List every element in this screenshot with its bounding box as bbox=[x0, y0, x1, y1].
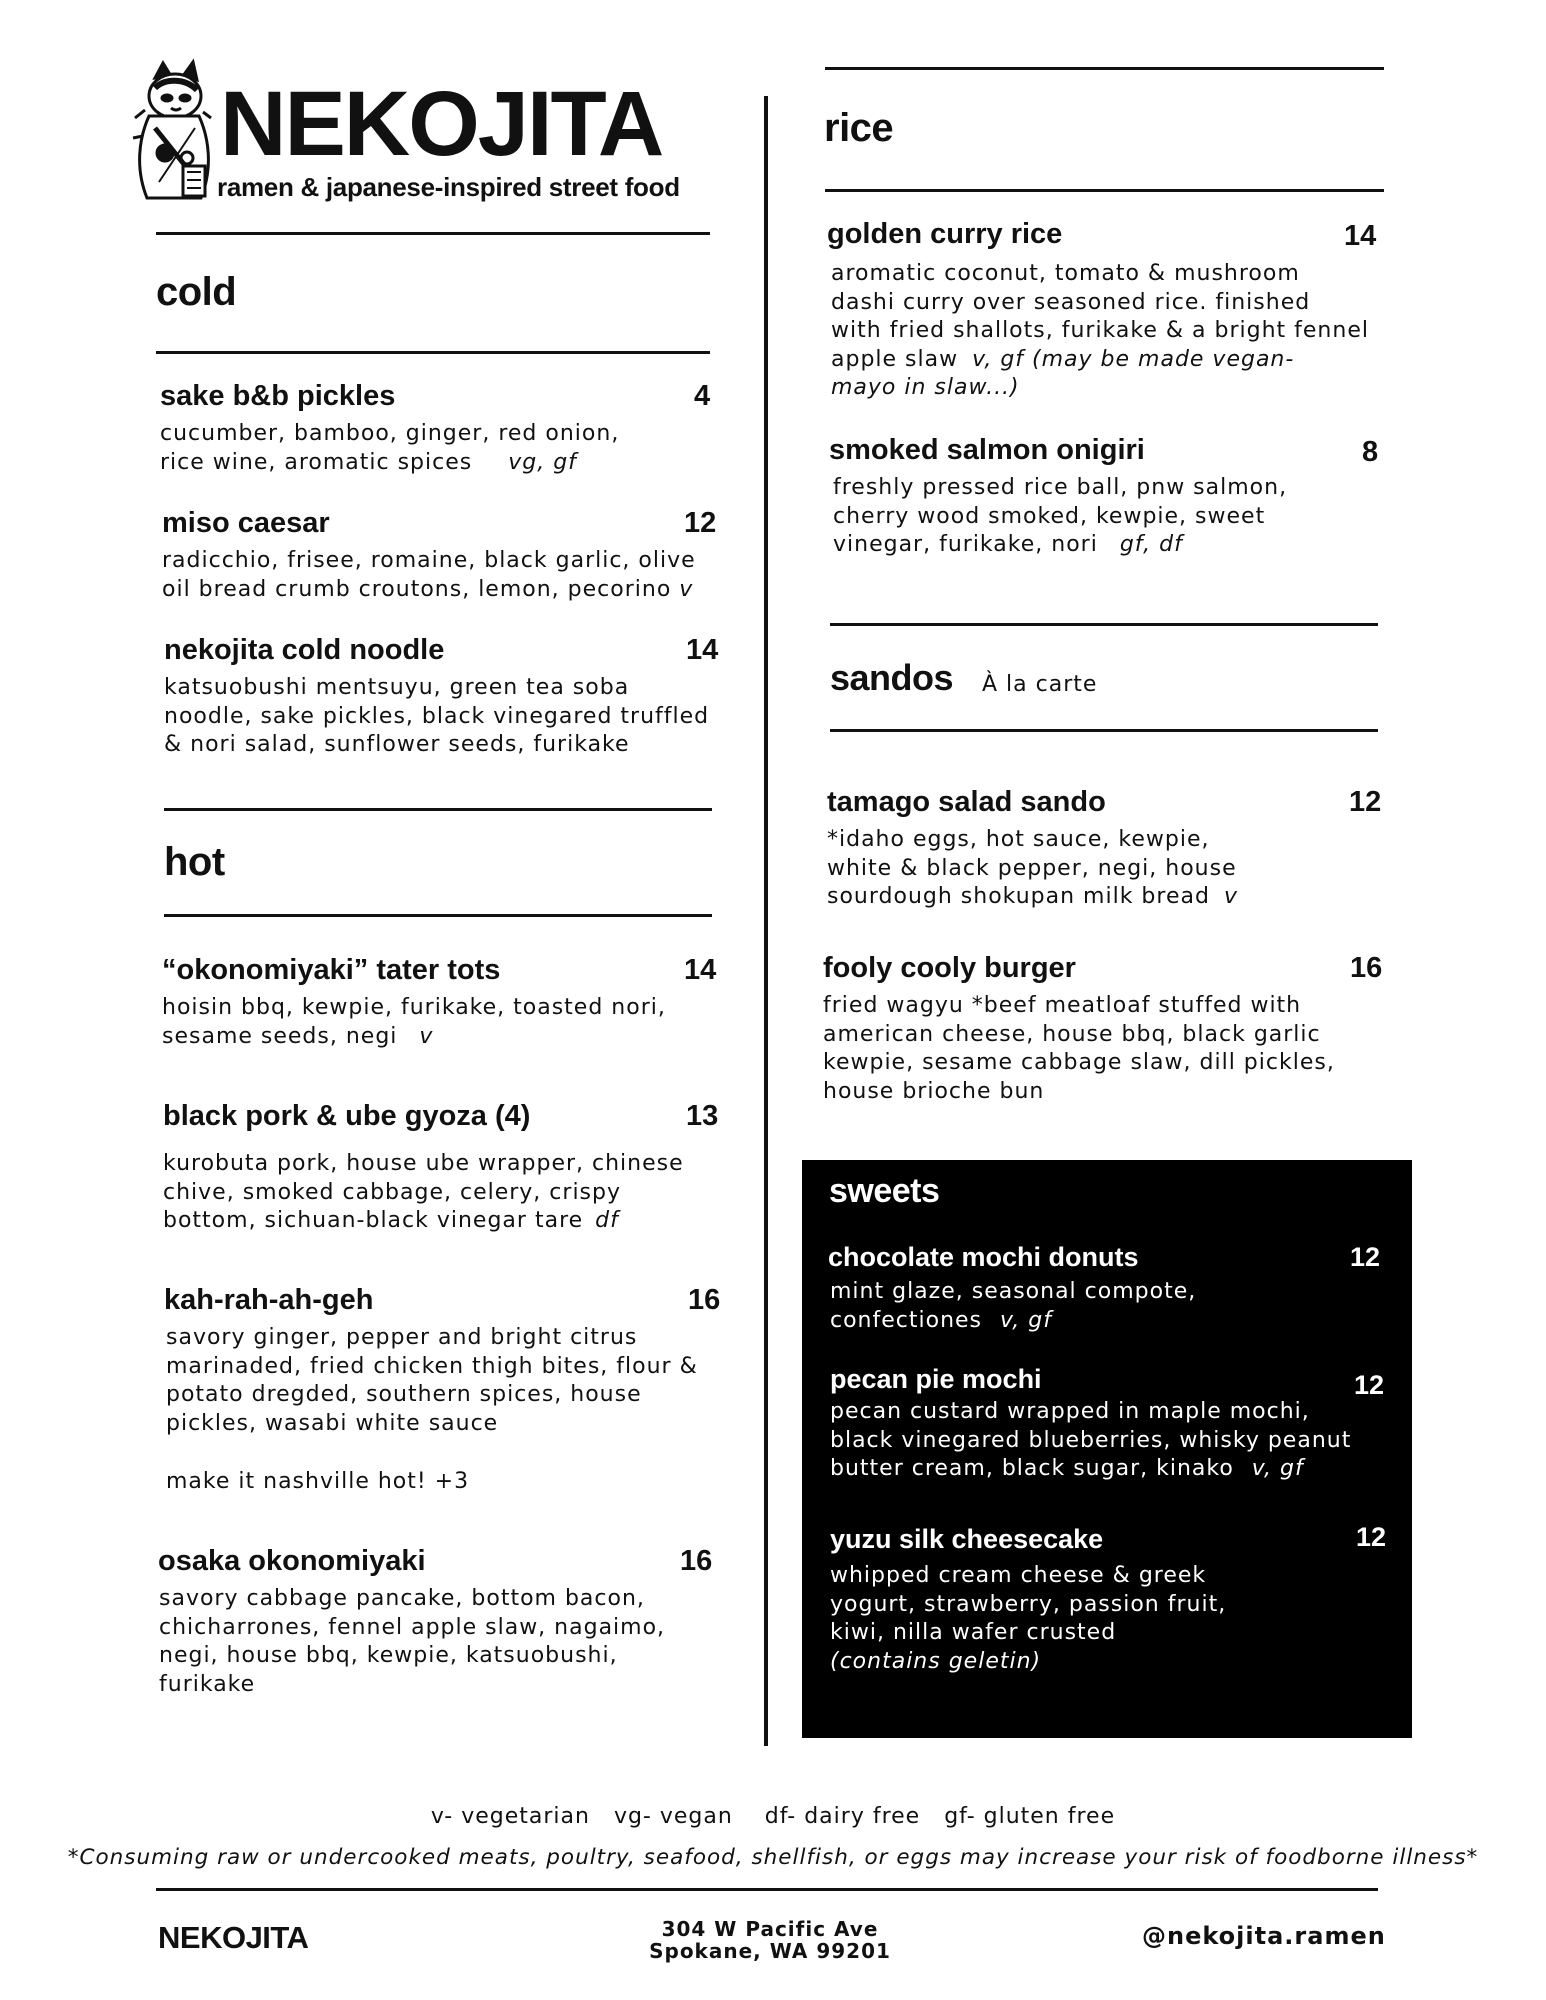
menu-item-price: 4 bbox=[694, 380, 711, 412]
menu-item-description: savory ginger, pepper and bright citrus marinaded, fried chicken thigh bites, flour & potato dregded, southern spices, house pickles, wasabi white sauce bbox=[166, 1325, 698, 1436]
divider bbox=[156, 1888, 1378, 1891]
brand-tagline: ramen & japanese-inspired street food bbox=[217, 172, 680, 202]
divider bbox=[825, 189, 1384, 192]
menu-item-description: radicchio, frisee, romaine, black garlic, olive oil bread crumb croutons, lemon, pecorino v bbox=[162, 548, 696, 602]
section-title-cold: cold bbox=[156, 270, 237, 314]
menu-item-description: pecan custard wrapped in maple mochi, black vinegared blueberries, whisky peanut butter cream, black sugar, kinako v, gf bbox=[830, 1399, 1352, 1481]
menu-item-description: *idaho eggs, hot sauce, kewpie, white & black pepper, negi, house sourdough shokupan milk bread v bbox=[827, 827, 1238, 909]
menu-item-price: 16 bbox=[1350, 952, 1383, 984]
menu-item-description: freshly pressed rice ball, pnw salmon, cherry wood smoked, kewpie, sweet vinegar, furikake, nori gf, df bbox=[833, 475, 1288, 557]
menu-item-price: 12 bbox=[684, 507, 717, 539]
menu-item-price: 8 bbox=[1362, 436, 1379, 468]
menu-item-description: savory cabbage pancake, bottom bacon, chicharrones, fennel apple slaw, nagaimo, negi, house bbq, kewpie, katsuobushi, furikake bbox=[159, 1586, 666, 1697]
section-title-rice: rice bbox=[824, 106, 894, 150]
divider bbox=[156, 351, 710, 354]
section-subtitle: À la carte bbox=[982, 672, 1098, 697]
menu-item-price: 16 bbox=[688, 1284, 721, 1316]
dietary-legend: v- vegetarian vg- vegan df- dairy free gf- gluten free bbox=[430, 1804, 1116, 1829]
menu-item-price: 12 bbox=[1350, 1242, 1381, 1272]
menu-item-name: nekojita cold noodle bbox=[164, 634, 445, 666]
health-disclaimer: *Consuming raw or undercooked meats, poultry, seafood, shellfish, or eggs may increase your risk of foodborne illness* bbox=[67, 1845, 1479, 1870]
cat-geisha-logo-icon bbox=[125, 58, 223, 208]
footer-address bbox=[620, 1918, 920, 1962]
dietary-tag: v, gf bbox=[1000, 1307, 1052, 1333]
dietary-tag: v bbox=[419, 1023, 434, 1049]
menu-item-name: yuzu silk cheesecake bbox=[830, 1524, 1104, 1554]
menu-item-description: mint glaze, seasonal compote, confectiones v, gf bbox=[830, 1279, 1197, 1333]
menu-item-name: smoked salmon onigiri bbox=[829, 434, 1145, 466]
menu-item-name: fooly cooly burger bbox=[823, 952, 1076, 984]
menu-item-name: miso caesar bbox=[162, 507, 330, 539]
menu-item-name: black pork & ube gyoza (4) bbox=[163, 1100, 531, 1132]
divider bbox=[164, 914, 712, 917]
menu-item-description: whipped cream cheese & greek yogurt, strawberry, passion fruit, kiwi, nilla wafer crusted (contains geletin) bbox=[830, 1563, 1227, 1674]
section-title-hot: hot bbox=[164, 840, 225, 884]
address-line: 304 W Pacific Ave bbox=[661, 1917, 879, 1941]
menu-item-addon: make it nashville hot! +3 bbox=[166, 1469, 470, 1494]
menu-item-name: sake b&b pickles bbox=[160, 380, 396, 412]
menu-item-description: aromatic coconut, tomato & mushroom dashi curry over seasoned rice. finished with fried shallots, furikake & a bright fennel apple slaw v, gf (may be made vegan- mayo in slaw...) bbox=[831, 261, 1369, 400]
dietary-tag: v bbox=[1223, 884, 1238, 909]
address-line: Spokane, WA 99201 bbox=[649, 1939, 891, 1963]
section-title-sweets: sweets bbox=[829, 1172, 940, 1210]
divider bbox=[830, 729, 1378, 732]
menu-item-price: 14 bbox=[684, 954, 717, 986]
dietary-tag: v, gf (may be made vegan- mayo in slaw...) bbox=[831, 346, 1295, 400]
menu-item-price: 16 bbox=[680, 1545, 713, 1577]
menu-item-description: fried wagyu *beef meatloaf stuffed with american cheese, house bbq, black garlic kewpie, sesame cabbage slaw, dill pickles, house brioche bun bbox=[823, 993, 1335, 1104]
footer-brand: NEKOJITA bbox=[158, 1920, 309, 1955]
dietary-tag: v, gf bbox=[1251, 1456, 1304, 1481]
divider bbox=[830, 623, 1378, 626]
dietary-tag: (contains geletin) bbox=[830, 1648, 1042, 1674]
menu-item-name: “okonomiyaki” tater tots bbox=[162, 954, 501, 986]
section-title-sandos: sandos bbox=[830, 657, 954, 698]
divider bbox=[156, 232, 710, 235]
menu-item-name: chocolate mochi donuts bbox=[828, 1242, 1139, 1272]
menu-item-price: 12 bbox=[1349, 786, 1382, 818]
dietary-tag: vg, gf bbox=[508, 449, 577, 475]
menu-item-description: cucumber, bamboo, ginger, red onion, rice wine, aromatic spices vg, gf bbox=[160, 421, 620, 475]
menu-item-name: golden curry rice bbox=[827, 218, 1063, 250]
menu-item-price: 12 bbox=[1356, 1522, 1387, 1552]
brand-name: NEKOJITA bbox=[220, 73, 663, 175]
dietary-tag: v bbox=[679, 576, 694, 602]
logo bbox=[125, 58, 223, 208]
menu-item-price: 14 bbox=[686, 634, 719, 666]
divider bbox=[164, 808, 712, 811]
dietary-tag: df bbox=[595, 1208, 619, 1233]
menu-item-name: osaka okonomiyaki bbox=[158, 1545, 426, 1577]
menu-item-price: 13 bbox=[686, 1100, 719, 1132]
menu-item-price: 14 bbox=[1344, 220, 1377, 252]
menu-item-description: hoisin bbq, kewpie, furikake, toasted nori, sesame seeds, negi v bbox=[162, 995, 666, 1049]
instagram-handle[interactable]: @nekojita.ramen bbox=[1142, 1922, 1386, 1950]
menu-item-name: pecan pie mochi bbox=[830, 1364, 1042, 1394]
divider bbox=[825, 67, 1384, 70]
menu-item-name: kah-rah-ah-geh bbox=[164, 1284, 374, 1316]
dietary-tag: gf, df bbox=[1119, 532, 1183, 557]
menu-item-description: katsuobushi mentsuyu, green tea soba noodle, sake pickles, black vinegared truffled & nori salad, sunflower seeds, furikake bbox=[164, 675, 710, 757]
menu-item-name: tamago salad sando bbox=[827, 786, 1106, 818]
menu-item-description: kurobuta pork, house ube wrapper, chinese chive, smoked cabbage, celery, crispy bottom, sichuan-black vinegar tare df bbox=[163, 1151, 684, 1233]
menu-item-price: 12 bbox=[1354, 1370, 1385, 1400]
column-divider bbox=[764, 96, 768, 1746]
